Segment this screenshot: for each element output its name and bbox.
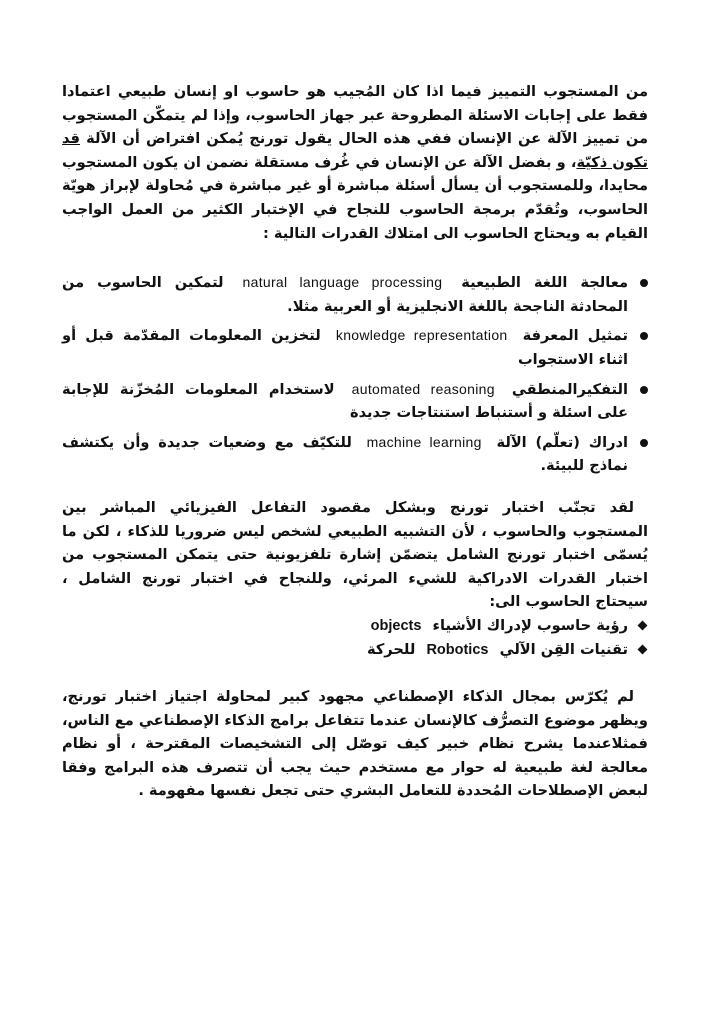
list-item (62, 614, 648, 639)
turing-test-paragraph: لقد تجنّب اختبار تورنج وبشكل مقصود التفاعل الفيزيائي المباشر بين المستجوب والحاسوب ، لأن التشبيه الطبيعي لشخص ليس ضروريا للذكاء ، لكن ما يُسمّى اختبار تورنج الشامل يتضمّن إشارة تلفزيونية حتى يتمكن المستجوب من اختبار القدرات الادراكية للشيء المرئي، وللنجاح في اختبار تورنج الشامل ، سيحتاج الحاسوب الى: (62, 498, 648, 611)
capability-en-term: natural language processing (242, 274, 443, 291)
intro-paragraph (62, 80, 648, 245)
bullet-icon (640, 332, 648, 340)
requirements-list (62, 614, 648, 663)
capability-ar-term: معالجة اللغة الطبيعية (461, 274, 628, 292)
capability-en-term: automated reasoning (351, 380, 495, 397)
requirement-en: Robotics (426, 642, 489, 659)
capability-en-term: knowledge representation (335, 327, 508, 344)
list-item (62, 324, 648, 371)
list-item (62, 271, 648, 318)
intro-text-part2: ، و بفضل الآلة عن الإنسان في غُرف مستقلة نضمن ان يكون المستجوب محايدا، وللمستجوب أن يسأل أسئلة مباشرة أو غير مباشرة في مُحاولة لإبراز هويّة الحاسوب، وتُقدّم برمجة الحاسوب للنجاح في الإختبار الكثير من العمل الواجب القيام به ويحتاج الحاسوب الى امتلاك القدرات التالية : (62, 153, 648, 242)
intro-underlined-phrase: قد تكون ذكيّة (62, 130, 649, 171)
capability-ar-term: التفكيرالمنطقي (511, 380, 628, 398)
capability-en-term: machine learning (366, 433, 482, 450)
bullet-icon (640, 439, 648, 447)
list-item (62, 638, 648, 663)
capabilities-list (62, 271, 648, 478)
capability-description: لتخزين المعلومات المقدّمة قبل أو اثناء الاستجواب (62, 327, 628, 368)
capability-description: للتكيّف مع وضعيات جديدة وأن يكتشف نماذج للبيئة. (62, 433, 628, 475)
closing-paragraph: لم يُكرّس بمجال الذكاء الإصطناعي مجهود كبير لمحاولة اجتياز اختبار تورنج، ويظهر موضوع التصرُّف كالإنسان عندما تتفاعل برامج الذكاء الإصطناعي مع الناس، فمثلاعندما يشرح نظام خبير كيف توصّل إلى التشخيصات المقترحة ، أو نظام معالجة لغة طبيعية له حوار مع مستخدم حيث يجب أن تتصرف هذه البرامج وفقا لبعض الإصطلاحات المُحددة للتعامل البشري حتى تجعل نفسها مفهومة . (62, 688, 648, 800)
list-item (62, 378, 648, 425)
capability-description: لاستخدام المعلومات المُخزّنة للإجابة على اسئلة و أستنباط استنتاجات جديدة (62, 380, 628, 422)
capability-ar-term: تمثيل المعرفة (522, 327, 628, 345)
diamond-bullet-icon (638, 645, 648, 655)
requirement-ar: تقنيات القِن الآلي (499, 641, 628, 659)
requirement-ar: رؤية حاسوب لإدراك الأشياء (432, 616, 628, 634)
diamond-bullet-icon (638, 620, 648, 630)
capability-description: لتمكين الحاسوب من المحادثة الناجحة باللغة الانجليزية أو العربية مثلا. (62, 274, 628, 315)
list-item (62, 431, 648, 478)
requirement-ar-after: للحركة (366, 641, 416, 659)
intro-text-part1: من المستجوب التمييز فيما اذا كان المُجيب هو حاسوب او إنسان طبيعي اعتمادا فقط على إجابات الاسئلة المطروحة عبر جهاز الحاسوب، وإذا لم يتمكّن المستجوب من تمييز الآلة عن الإنسان ففي هذه الحال يقول تورنج يُمكن افتراض أن الآلة (62, 83, 648, 148)
capability-ar-term: ادراك (تعلّم) الآلة (496, 433, 628, 451)
bullet-icon (640, 279, 648, 287)
bullet-icon (640, 386, 648, 394)
requirement-en: objects (370, 617, 422, 634)
